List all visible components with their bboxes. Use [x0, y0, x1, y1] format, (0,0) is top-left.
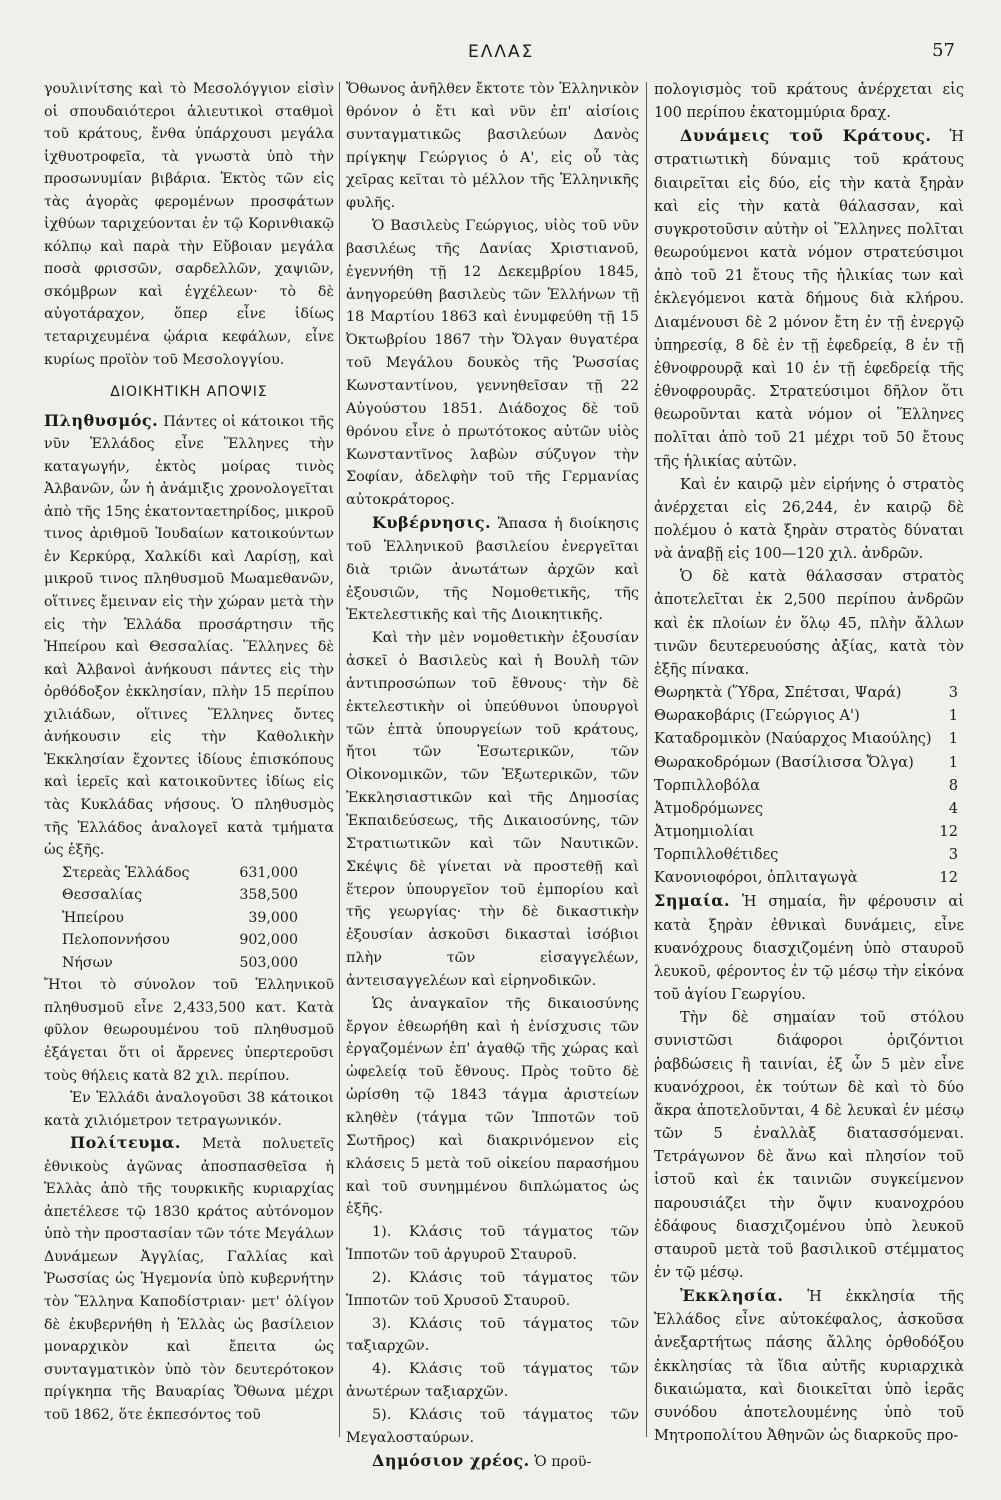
vessel-type: Τορπιλλοβόλα [654, 776, 761, 794]
paragraph [654, 124, 964, 472]
paragraph: Καὶ ἐν καιρῷ μὲν εἰρήνης ὁ στρατὸς ἀνέρχεται εἰς 26,244, ἐν καιρῷ δὲ πολέμου ὁ κατὰ ξηρὰν στρατὸς δύναται νὰ ἀναβῇ εἰς 100—120 χιλ. ἀνδρῶν. [654, 475, 964, 563]
table-row [44, 862, 298, 885]
vessel-count: 3 [948, 684, 958, 702]
column-1 [44, 78, 334, 1426]
column-divider [339, 82, 340, 1437]
region-name: Στερεὰς Ἑλλάδος [62, 864, 190, 881]
region-value: 503,000 [239, 954, 298, 971]
debt-text: Ὁ προϋ- [534, 1453, 592, 1470]
region-value: 358,500 [239, 887, 298, 904]
polity-heading: Πολίτευμα. [70, 1133, 181, 1153]
list-item: 2). Κλάσις τοῦ τάγματος τῶν Ἱπποτῶν τοῦ Χρυσοῦ Σταυροῦ. [346, 1269, 639, 1309]
paragraph: γουλινίτσης καὶ τὸ Μεσολόγγιον εἰσὶν οἱ σπουδαιότεροι ἁλιευτικοὶ σταθμοὶ τοῦ κράτους, ἔνθα ὑπάρχουσι μεγάλα ἰχθυοτροφεῖα, τὰ γνωστὰ ὑπὸ τὴν προσωνυμίαν βιβάρια. Ἐκτὸς τῶν εἰς τὰς ἀγορὰς φερομένων προσφάτων ἰχθύων ταριχεύονται ἐν τῷ Κορινθιακῷ κόλπῳ καὶ παρὰ τὴν Εὔβοιαν μεγάλα ποσὰ φρισσῶν, σαρδελλῶν, χαψιῶν, σκόμβρων καὶ ἐγχέλεων· τὸ δὲ αὐγοτάραχον, ὅπερ εἶνε ἰδίως τεταριχευμένα ᾠάρια κεφάλων, εἶνε κυρίως προϊὸν τοῦ Μεσολογγίου. [44, 81, 334, 368]
table-row [654, 843, 964, 866]
paragraph: Ὁ Βασιλεὺς Γεώργιος, υἱὸς τοῦ νῦν βασιλέως τῆς Δανίας Χριστιανοῦ, ἐγεννήθη τῇ 12 Δεκεμβρίου 1845, ἀνηγορεύθη βασιλεὺς τῶν Ἑλλήνων τῇ 18 Μαρτίου 1863 καὶ ἐνυμφεύθη τῇ 15 Ὀκτωβρίου 1867 τὴν Ὄλγαν θυγατέρα τοῦ Μεγάλου δουκὸς τῆς Ῥωσσίας Κωνσταντίνου, γεννηθεῖσαν τῇ 22 Αὐγούστου 1851. Διάδοχος δὲ τοῦ θρόνου εἶνε ὁ πρωτότοκος αὐτῶν υἱὸς Κωνσταντῖνος λαβὼν σύζυγον τὴν Σοφίαν, ἀδελφὴν τοῦ τῆς Γερμανίας αὐτοκράτορος. [346, 218, 639, 509]
paragraph [654, 889, 964, 1006]
vessel-type: Θωρηκτὰ (Ὕδρα, Σπέτσαι, Ψαρά) [654, 684, 902, 702]
region-name: Ἠπείρου [62, 909, 124, 926]
paragraph: Ἤτοι τὸ σύνολον τοῦ Ἑλληνικοῦ πληθυσμοῦ εἶνε 2,433,500 κατ. Κατὰ φῦλον θεωρουμένου τοῦ πληθυσμοῦ ἐξάγεται ὅτι οἱ ἄρρενες ὑπερτεροῦσι τοὺς θήλεις κατὰ 82 χιλ. περίπου. [44, 977, 334, 1084]
paragraph [346, 1450, 639, 1474]
column-3 [654, 78, 964, 1447]
column-divider [646, 82, 647, 1437]
polity-text: Μετὰ πολυετεῖς ἐθνικοὺς ἀγῶνας ἀποσπασθεῖσα ἡ Ἑλλὰς ἀπὸ τῆς τουρκικῆς κυριαρχίας ἀπετέλεσε τῷ 1830 κράτος αὐτόνομον ὑπὸ τὴν προστασίαν τῶν τότε Μεγάλων Δυνάμεων Ἀγγλίας, Γαλλίας καὶ Ῥωσσίας ὡς Ἡγεμονία ὑπὸ κυβερνήτην τὸν Ἕλληνα Καποδίστριαν· μετ' ὀλίγον δὲ ἐκυβερνήθη ἡ Ἑλλὰς ὡς βασίλειον μοναρχικὸν καὶ ἔπειτα ὡς συνταγματικὸν ὑπὸ τὸν δευτερότοκον πρίγκηπα τῆς Βαυαρίας Ὄθωνα μέχρι τοῦ 1862, ὅτε ἐκπεσόντος τοῦ [44, 1136, 334, 1423]
table-row [654, 820, 964, 843]
region-name: Πελοποννήσου [62, 932, 170, 949]
vessel-type: Θωρακοβάρις (Γεώργιος Α') [654, 707, 860, 725]
region-value: 631,000 [239, 864, 298, 881]
vessel-count: 1 [948, 753, 958, 771]
forces-heading: Δυνάμεις τοῦ Κράτους. [680, 126, 932, 146]
region-name: Νήσων [62, 954, 113, 971]
forces-text: Ἡ στρατιωτικὴ δύναμις τοῦ κράτους διαιρεῖται εἰς δύο, εἰς τὴν κατὰ ξηρὰν καὶ εἰς τὴν κατὰ θάλασσαν, καὶ συγκροτοῦσιν αὐτὴν οἱ Ἕλληνες πολῖται θεωρούμενοι κατὰ νόμον στρατεύσιμοι ἀπὸ τοῦ 21 ἔτους τῆς ἡλικίας των καὶ ἐκλεγόμενοι κατὰ δήμους διὰ κλήρου. Διαμένουσι δὲ 2 μόνον ἔτη ἐν τῇ ἐνεργῷ ὑπηρεσίᾳ, 8 δὲ ἐν τῇ ἐφεδρείᾳ, 8 ἐν τῇ ἐθνοφρουρᾷ καὶ 10 ἐν τῇ ἐφεδρείᾳ τῆς ἐθνοφρουρᾶς. Στρατεύσιμοι δῆλον ὅτι θεωροῦνται κατὰ νόμον οἱ Ἕλληνες πολῖται ἀπὸ τοῦ 21 μέχρι τοῦ 50 ἔτους τῆς ἡλικίας αὐτῶν. [654, 128, 964, 470]
list-item: 5). Κλάσις τοῦ τάγματος τῶν Μεγαλοσταύρων. [346, 1406, 639, 1446]
vessel-type: Τορπιλλοθέτιδες [654, 846, 779, 864]
paragraph: Ἐν Ἑλλάδι ἀναλογοῦσι 38 κάτοικοι κατὰ χιλιόμετρον τετραγωνικόν. [44, 1090, 334, 1129]
region-value: 39,000 [248, 909, 298, 926]
region-value: 902,000 [239, 932, 298, 949]
paragraph [44, 410, 334, 862]
flag-text: Ἡ σημαία, ἣν φέρουσιν αἱ κατὰ ξηρὰν ἐθνικαὶ δυνάμεις, εἶνε κυανόχρους διασχιζομένη ὑπὸ σταυροῦ λευκοῦ, φέροντος ἐν τῷ μέσῳ τὴν εἰκόνα τοῦ ἁγίου Γεωργίου. [654, 893, 965, 1004]
vessel-type: Καταδρομικὸν (Ναύαρχος Μιαούλης) [654, 730, 932, 748]
population-text: Πάντες οἱ κάτοικοι τῆς νῦν Ἑλλάδος εἶνε Ἕλληνες τὴν καταγωγήν, ἐκτὸς μοίρας τινὸς Ἀλβανῶν, ὧν ἡ ἀνάμιξις χρονολογεῖται ἀπὸ τῆς 15ης ἑκατονταετηρίδος, μικροῦ τινος ἀριθμοῦ Ἰουδαίων κατοικούντων ἐν Κερκύρᾳ, Χαλκίδι καὶ Λαρίσῃ, καὶ μικροῦ τινος πληθυσμοῦ Μωαμεθανῶν, οἵτινες ἔμειναν εἰς τὴν χώραν μετὰ τὴν εἰς τὴν Ἑλλάδα προσάρτησιν τῆς Ἠπείρου καὶ Θεσσαλίας. Ἕλληνες δὲ καὶ Ἀλβανοὶ ἀνήκουσι πάντες εἰς τὴν ὀρθόδοξον ἐκκλησίαν, πλὴν 15 περίπου χιλιάδων, οἵτινες Ἕλληνες ὄντες ἀνήκουσιν εἰς τὴν Καθολικὴν Ἐκκλησίαν ἔχοντες ἰδίους ἐπισκόπους καὶ ἱερεῖς καὶ κατοικοῦντες ἰδίως εἰς τὰς Κυκλάδας νήσους. Ὁ πληθυσμὸς τῆς Ἑλλάδος ἀναλογεῖ κατὰ τμήματα ὡς ἑξῆς. [44, 413, 335, 859]
government-heading: Κυβέρνησις. [372, 513, 492, 533]
table-row [654, 704, 964, 727]
list-item: 4). Κλάσις τοῦ τάγματος τῶν ἀνωτέρων ταξιαρχῶν. [346, 1361, 639, 1401]
table-row [44, 929, 298, 952]
vessel-type: Κανονιοφόροι, ὁπλιταγωγὰ [654, 869, 858, 887]
column-2 [346, 78, 639, 1473]
table-row [654, 727, 964, 750]
church-heading: Ἐκκλησία. [680, 1286, 784, 1306]
paragraph: Ὡς ἀναγκαῖον τῆς δικαιοσύνης ἔργον ἐθεωρήθη καὶ ἡ ἐνίσχυσις τῶν ἐργαζομένων ἐπ' ἀγαθῷ τῆς χώρας καὶ ὠφελείᾳ τοῦ ἔθνους. Πρὸς τοῦτο δὲ ὡρίσθη τῷ 1843 τάγμα ἀριστείων κληθὲν (τάγμα τῶν Ἱπποτῶν τοῦ Σωτῆρος) καὶ διακρινόμενον εἰς κλάσεις 5 μετὰ τοῦ οἰκείου παρασήμου καὶ τοῦ συνημμένου διπλώματος ὡς ἑξῆς. [346, 995, 639, 1218]
population-table [44, 862, 334, 975]
debt-heading: Δημόσιον χρέος. [372, 1450, 530, 1470]
table-row [44, 884, 298, 907]
list-item: 3). Κλάσις τοῦ τάγματος τῶν ταξιαρχῶν. [346, 1315, 639, 1355]
table-row [654, 681, 964, 704]
table-row [44, 952, 298, 975]
table-row [654, 797, 964, 820]
table-row [654, 751, 964, 774]
paragraph: Τὴν δὲ σημαίαν τοῦ στόλου συνιστῶσι διάφοροι ὁριζόντιοι ῥαβδώσεις ἢ ταινίαι, ἐξ ὧν 5 μὲν εἶνε κυανόχροοι, ἐκ τούτων δὲ καὶ τὸ δύο ἄκρα ἀποτελοῦνται, 4 δὲ λευκαὶ ἐν μέσῳ τῶν 5 ἐναλλὰξ διατασσόμεναι. Τετράγωνον δὲ ἄνω καὶ πλησίον τοῦ ἱστοῦ καὶ ἐκ ταινιῶν συγκείμενον παρουσιάζει τὴν ὄψιν κυανοχρόου ἐδάφους διασχιζομένου ὑπὸ λευκοῦ σταυροῦ μετὰ τοῦ βασιλικοῦ στέμματος ἐν τῷ μέσῳ. [654, 1009, 964, 1281]
vessel-count: 1 [948, 707, 958, 725]
paragraph [346, 512, 639, 627]
table-row [44, 907, 298, 930]
vessel-count: 4 [948, 799, 958, 817]
flag-heading: Σημαία. [654, 891, 731, 911]
population-heading: Πληθυσμός. [44, 410, 159, 430]
paragraph: Καὶ τὴν μὲν νομοθετικὴν ἐξουσίαν ἀσκεῖ ὁ Βασιλεὺς καὶ ἡ Βουλὴ τῶν ἀντιπροσώπων τοῦ ἔθνους· τὴν δὲ ἐκτελεστικὴν οἱ ὑπεύθυνοι ὑπουργοὶ τῶν ἑπτὰ ὑπουργείων τοῦ κράτους, ἤτοι τῶν Ἐσωτερικῶν, τῶν Οἰκονομικῶν, τῶν Ἐξωτερικῶν, τῶν Ἐκκλησιαστικῶν καὶ τῆς Δημοσίας Ἐκπαιδεύσεως, τῆς Δικαιοσύνης, τῶν Στρατιωτικῶν καὶ τῶν Ναυτικῶν. Σκέψις δὲ γίνεται νὰ προστεθῇ καὶ ἕτερον ὑπουργεῖον τοῦ ἐμπορίου καὶ τῆς γεωργίας· τὴν δὲ δικαστικὴν ἐξουσίαν ἀσκοῦσι δικασταὶ ἰσόβιοι πλὴν τῶν εἰσαγγελέων, ἀντεισαγγελέων καὶ εἰρηνοδικῶν. [346, 630, 639, 989]
vessel-type: Θωρακοδρόμων (Βασίλισσα Ὄλγα) [654, 753, 914, 771]
government-text: Ἅπασα ἡ διοίκησις τοῦ Ἑλληνικοῦ βασιλείου ἐνεργεῖται διὰ τριῶν ἀνωτάτων ἀρχῶν καὶ ἐξουσιῶν, τῆς Νομοθετικῆς, τῆς Ἐκτελεστικῆς καὶ τῆς Διοικητικῆς. [346, 516, 639, 624]
paragraph: πολογισμὸς τοῦ κράτους ἀνέρχεται εἰς 100 περίπου ἑκατομμύρια δραχ. [654, 81, 964, 122]
paragraph: Ὄθωνος ἀνῆλθεν ἔκτοτε τὸν Ἑλληνικὸν θρόνον ὁ ἔτι καὶ νῦν ἐπ' αἰσίοις συνταγματικῶς βασιλεύων Δανὸς πρίγκηψ Γεώργιος ὁ Α', εἰς οὗ τὰς χεῖρας κεῖται τὸ μέλλον τῆς Ἑλληνικῆς φυλῆς. [346, 81, 639, 212]
paragraph [44, 1132, 334, 1426]
page-header [0, 36, 1001, 66]
vessel-count: 12 [939, 823, 958, 840]
vessel-type: Ἀτμοημιολίαι [654, 823, 755, 840]
church-text: Ἡ ἐκκλησία τῆς Ἑλλάδος εἶνε αὐτοκέφαλος, ἀσκοῦσα ἀνεξαρτήτως πάσης ἄλλης ὀρθοδόξου ἐκκλησίας τὰ ἴδια αὐτῆς κυριαρχικὰ δικαιώματα, καὶ διοικεῖται ὑπὸ ἱερᾶς συνόδου ἀποτελουμένης ὑπὸ τοῦ Μητροπολίτου Ἀθηνῶν ὡς διαρκοῦς προ- [654, 1288, 964, 1445]
list-item: 1). Κλάσις τοῦ τάγματος τῶν Ἱπποτῶν τοῦ ἀργυροῦ Σταυροῦ. [346, 1224, 639, 1264]
paragraph: Ὁ δὲ κατὰ θάλασσαν στρατὸς ἀποτελεῖται ἐκ 2,500 περίπου ἀνδρῶν καὶ ἐκ πλοίων ἐν ὅλῳ 45, πλὴν ἄλλων τινῶν δευτερευούσης ἀξίας, κατὰ τὸν ἑξῆς πίνακα. [654, 568, 964, 678]
running-title: ΕΛΛΑΣ [468, 42, 535, 62]
page-number: 57 [932, 40, 955, 61]
section-title: ΔΙΟΙΚΗΤΙΚΗ ΑΠΟΨΙΣ [110, 384, 268, 401]
fleet-table [654, 681, 964, 889]
vessel-count: 8 [948, 776, 958, 794]
vessel-type: Ἀτμοδρόμωνες [654, 799, 764, 817]
paragraph [654, 1284, 964, 1447]
vessel-count: 1 [948, 730, 958, 748]
region-name: Θεσσαλίας [62, 887, 143, 904]
table-row [654, 866, 964, 889]
table-row [654, 774, 964, 797]
vessel-count: 3 [948, 846, 958, 864]
vessel-count: 12 [939, 869, 958, 887]
